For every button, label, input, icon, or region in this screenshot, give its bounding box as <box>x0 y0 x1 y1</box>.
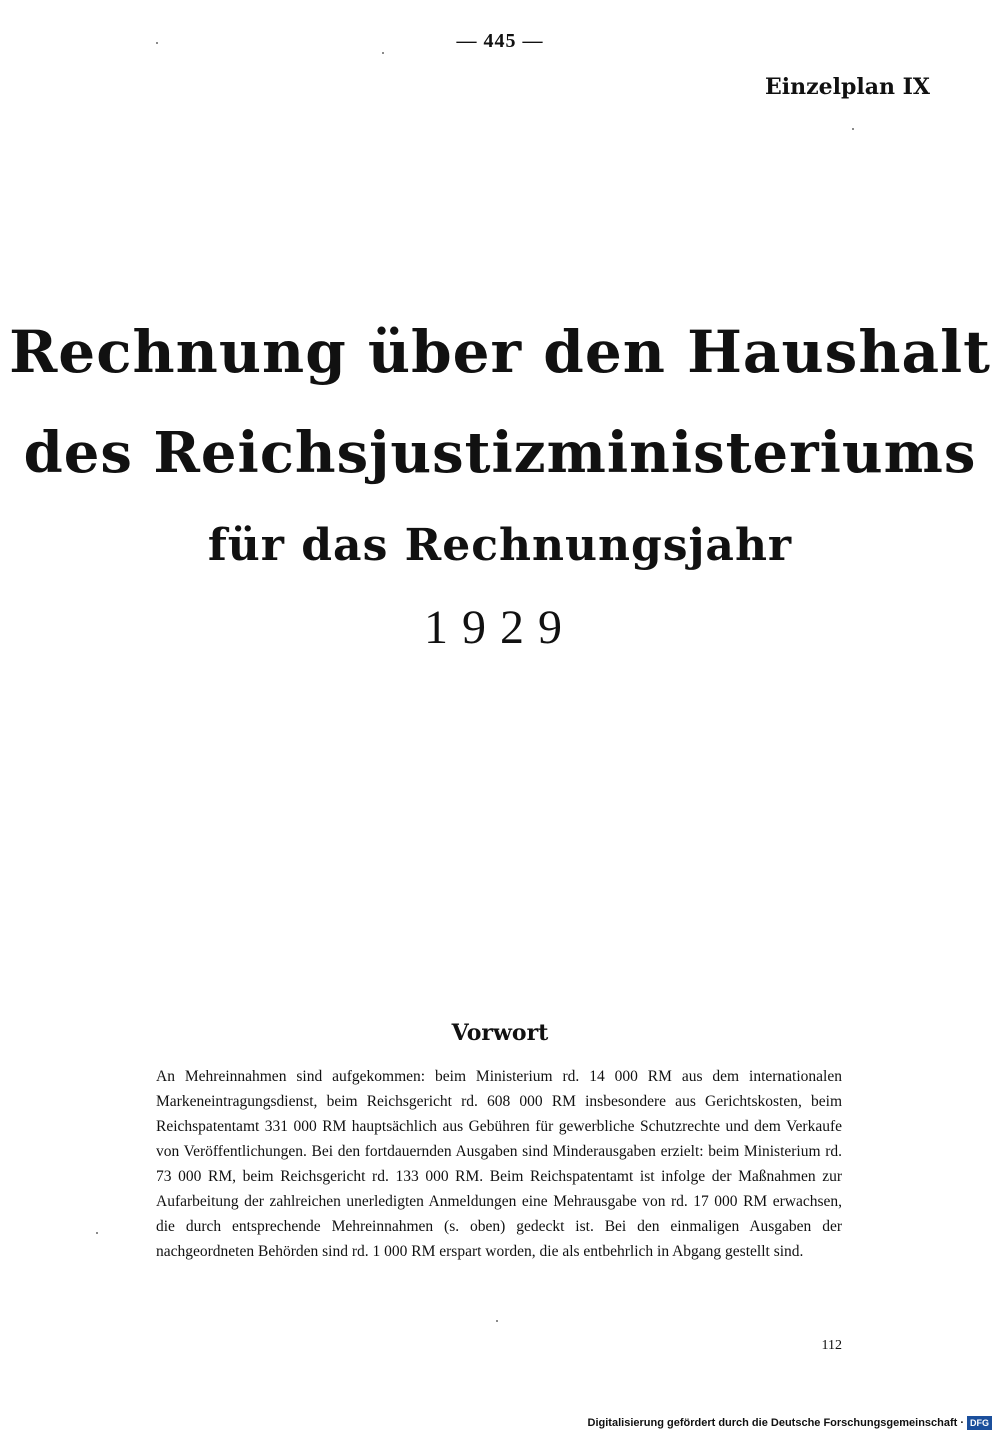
plan-label: Einzelplan IX <box>765 74 930 100</box>
title-year: 1929 <box>424 601 576 654</box>
credit-separator: · <box>960 1417 964 1429</box>
preface-text: An Mehreinnahmen sind aufgekommen: beim Ministerium rd. 14 000 RM aus dem internationalen Markeneintragungsdienst, beim Reichsgericht rd. 608 000 RM insbesondere aus Gerichtskosten, beim Reichspatentamt 331 000 RM hauptsächlich aus Gebühren für gewerbliche Schutzrechte und dem Verkaufe von Veröffentlichungen. Bei den fortdauernden Ausgaben sind Minderausgaben erzielt: beim Ministerium rd. 73 000 RM, beim Reichsgericht rd. 133 000 RM. Beim Reichspatentamt ist infolge der Maßnahmen zur Aufarbeitung der zahlreichen unerledigten Anmeldungen eine Mehrausgabe von rd. 17 000 RM erwachsen, die durch entsprechende Mehreinnahmen (s. oben) gedeckt ist. Bei den einmaligen Ausgaben der nachgeordneten Behörden sind rd. 1 000 RM erspart worden, die als entbehrlich in Abgang gestellt sind. <box>156 1068 842 1260</box>
title-line-1: Rechnung über den Haushalt <box>9 318 991 386</box>
scan-speck <box>382 52 384 54</box>
title-line-3: für das Rechnungsjahr <box>207 520 793 571</box>
page-number: — 445 — <box>456 30 544 52</box>
footer-page-number: 112 <box>821 1338 842 1353</box>
preface-heading: Vorwort <box>451 1020 549 1046</box>
scan-speck <box>96 1232 98 1234</box>
credit-text: Digitalisierung gefördert durch die Deutsche Forschungsgemeinschaft <box>587 1417 958 1429</box>
digitization-credit <box>588 1416 992 1430</box>
scan-speck <box>156 42 158 44</box>
scan-speck <box>496 1320 498 1322</box>
dfg-logo-icon: DFG <box>967 1416 992 1430</box>
scan-speck <box>852 128 854 130</box>
title-line-2: des Reichsjustizministeriums <box>23 420 977 486</box>
